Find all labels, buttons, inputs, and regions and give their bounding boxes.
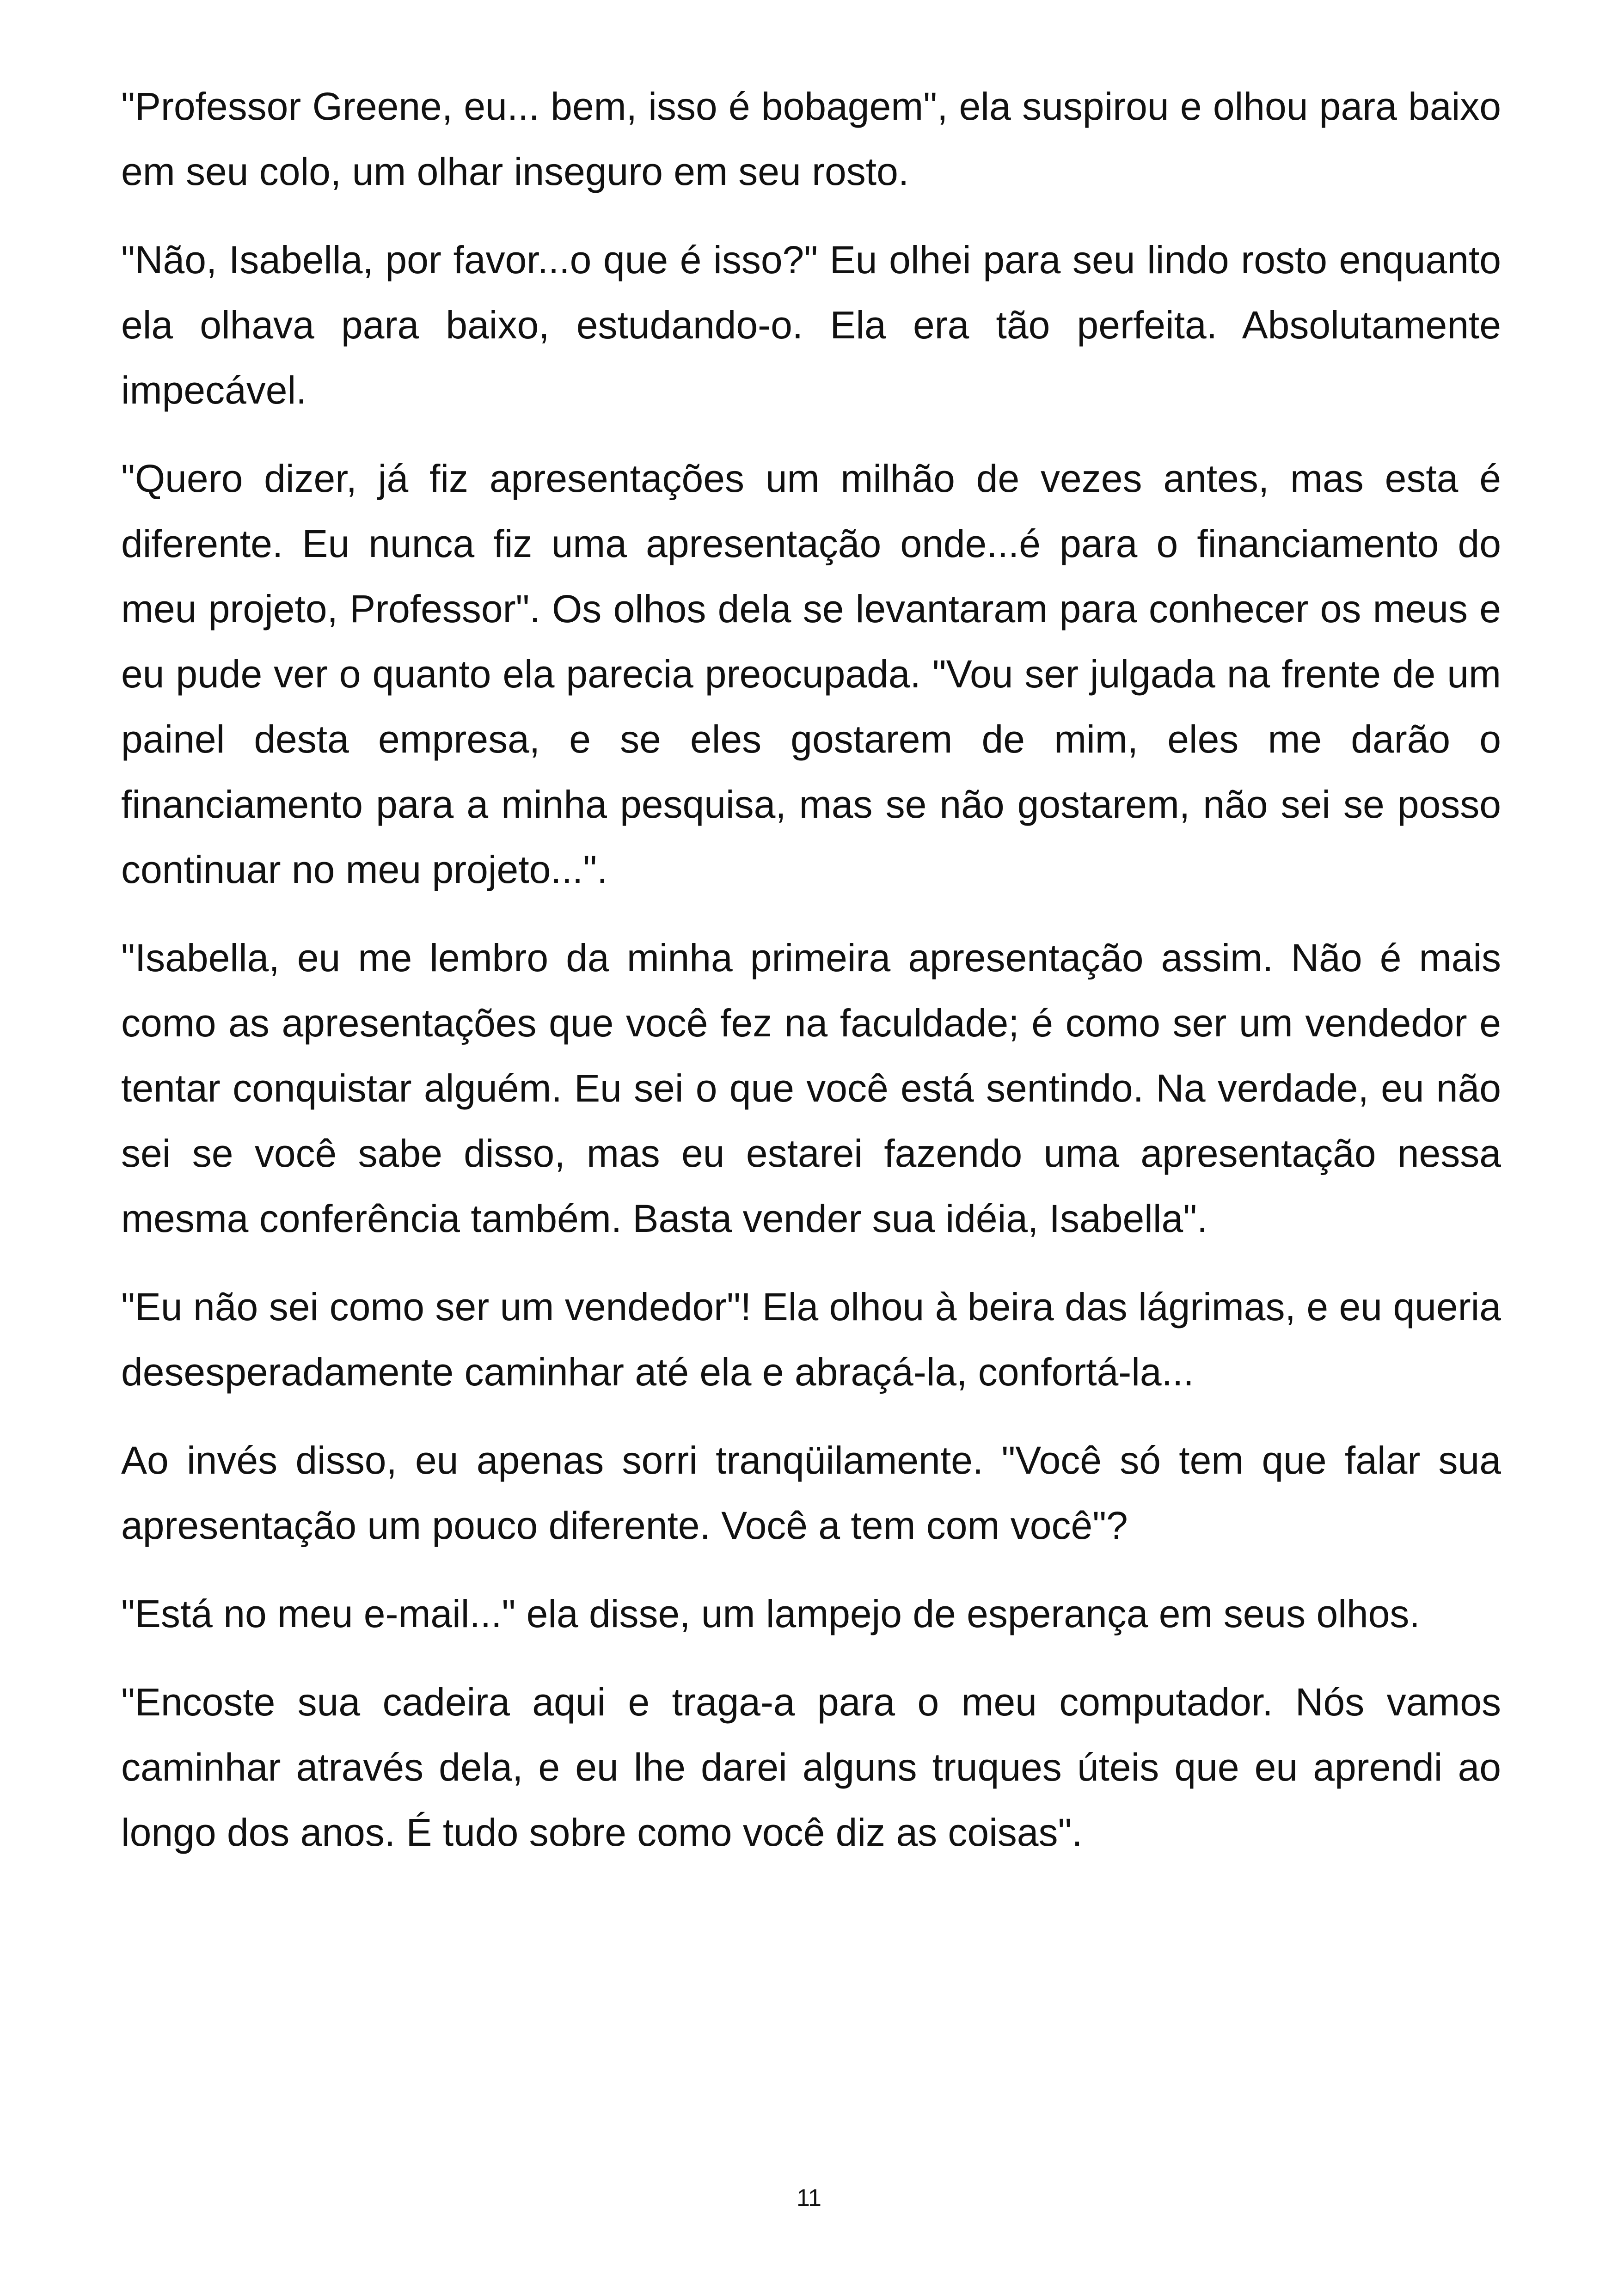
paragraph-7: "Está no meu e-mail..." ela disse, um lampejo de esperança em seus olhos. bbox=[121, 1592, 1420, 1635]
paragraph-5: "Eu não sei como ser um vendedor"! Ela olhou à beira das lágrimas, e eu queria desesperadamente caminhar até ela e abraçá-la, confortá-la... bbox=[121, 1285, 1501, 1394]
body-text bbox=[121, 74, 1501, 1888]
paragraph-1: "Professor Greene, eu... bem, isso é bobagem", ela suspirou e olhou para baixo em seu colo, um olhar inseguro em seu rosto. bbox=[121, 85, 1501, 193]
paragraph-4: "Isabella, eu me lembro da minha primeira apresentação assim. Não é mais como as apresentações que você fez na faculdade; é como ser um vendedor e tentar conquistar alguém. Eu sei o que você está sentindo. Na verdade, eu não sei se você sabe disso, mas eu estarei fazendo uma apresentação nessa mesma conferência também. Basta vender sua idéia, Isabella". bbox=[121, 936, 1501, 1240]
page-number: 11 bbox=[797, 2185, 821, 2211]
paragraph-6: Ao invés disso, eu apenas sorri tranqüilamente. "Você só tem que falar sua apresentação um pouco diferente. Você a tem com você"? bbox=[121, 1439, 1501, 1547]
paragraph-2: "Não, Isabella, por favor...o que é isso?" Eu olhei para seu lindo rosto enquanto ela olhava para baixo, estudando-o. Ela era tão perfeita. Absolutamente impecável. bbox=[121, 238, 1501, 412]
paragraph-8: "Encoste sua cadeira aqui e traga-a para o meu computador. Nós vamos caminhar através dela, e eu lhe darei alguns truques úteis que eu aprendi ao longo dos anos. É tudo sobre como você diz as coisas". bbox=[121, 1680, 1501, 1854]
paragraph-3: "Quero dizer, já fiz apresentações um milhão de vezes antes, mas esta é diferente. Eu nunca fiz uma apresentação onde...é para o financiamento do meu projeto, Professor". Os olhos dela se levantaram para conhecer os meus e eu pude ver o quanto ela parecia preocupada. "Vou ser julgada na frente de um painel desta empresa, e se eles gostarem de mim, eles me darão o financiamento para a minha pesquisa, mas se não gostarem, não sei se posso continuar no meu projeto...". bbox=[121, 457, 1501, 891]
